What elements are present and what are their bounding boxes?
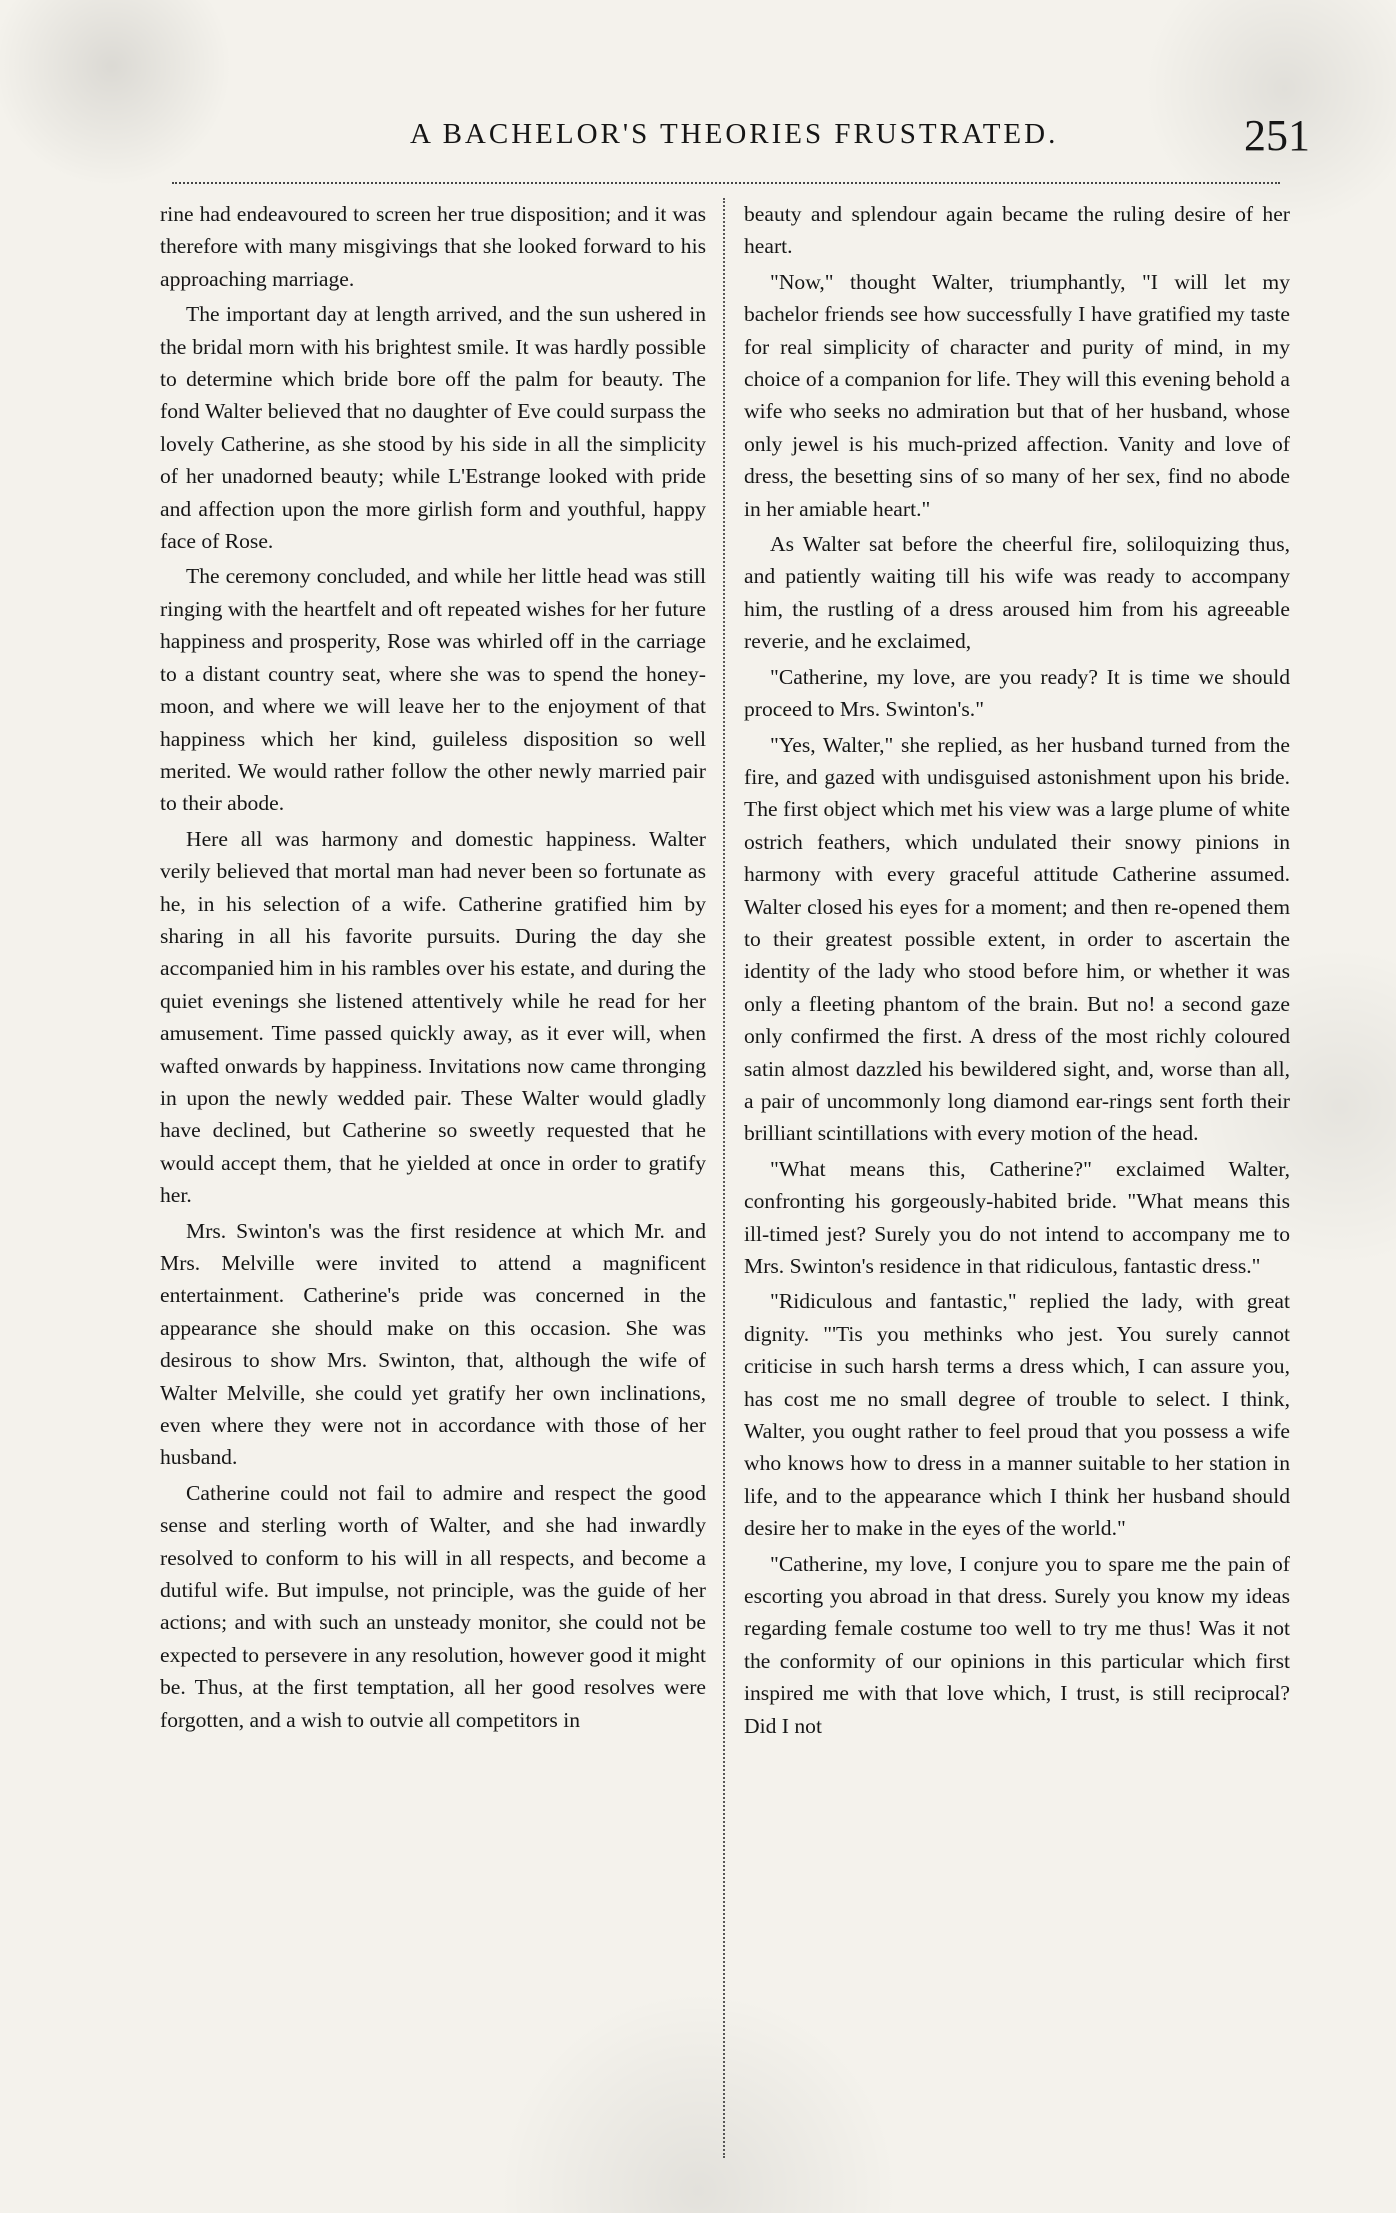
paragraph: "Catherine, my love, I conjure you to spare me the pain of escorting you abroad in that dress. Surely you know my ideas regarding female costume too well to try me thus! Was it not the conformity of our opinions in this particular which first inspired me with that love which, I trust, is still reciprocal? Did I not	[744, 1551, 1290, 1738]
left-column	[160, 198, 706, 1739]
paragraph: rine had endeavoured to screen her true disposition; and it was therefore with many misgivings that she looked forward to his approaching marriage.	[160, 202, 706, 291]
page-number: 251	[1244, 111, 1310, 160]
text-columns	[160, 198, 1296, 2158]
paragraph: Catherine could not fail to admire and respect the good sense and sterling worth of Walter, and she had inwardly resolved to conform to his will in all respects, and become a dutiful wife. But impulse, not principle, was the guide of her actions; and with such an unsteady monitor, she could not be expected to persevere in any resolution, however good it might be. Thus, at the first temptation, all her good resolves were forgotten, and a wish to outvie all competitors in	[160, 1480, 706, 1732]
paragraph: "Ridiculous and fantastic," replied the lady, with great dignity. "'Tis you methinks who jest. You surely cannot criticise in such harsh terms a dress which, I can assure you, has cost me no small degree of trouble to select. I think, Walter, you ought rather to feel proud that you possess a wife who knows how to dress in a manner suitable to her station in life, and to the appearance which I think her husband should desire her to make in the eyes of the world."	[744, 1289, 1290, 1541]
running-title: A BACHELOR'S THEORIES FRUSTRATED.	[410, 118, 1059, 150]
paragraph: Mrs. Swinton's was the first residence at which Mr. and Mrs. Melville were invited to attend a magnificent entertainment. Catherine's pride was concerned in the appearance she should make on this occasion. She was desirous to show Mrs. Swinton, that, although the wife of Walter Melville, she could yet gratify her own inclinations, even where they were not in accordance with those of her husband.	[160, 1218, 706, 1470]
paragraph: "Now," thought Walter, triumphantly, "I will let my bachelor friends see how successfully I have gratified my taste for real simplicity of character and purity of mind, in my choice of a companion for life. They will this evening behold a wife who seeks no admiration but that of her husband, whose only jewel is his much-prized affection. Vanity and love of dress, the besetting sins of so many of her sex, find no abode in her amiable heart."	[744, 269, 1290, 521]
paragraph: "What means this, Catherine?" exclaimed Walter, confronting his gorgeously-habited bride. "What means this ill-timed jest? Surely you do not intend to accompany me to Mrs. Swinton's residence in that ridiculous, fantastic dress."	[744, 1156, 1290, 1278]
paragraph: beauty and splendour again became the ruling desire of her heart.	[744, 202, 1290, 259]
running-head	[170, 111, 1310, 164]
paragraph: The ceremony concluded, and while her little head was still ringing with the heartfelt and oft repeated wishes for her future happiness and prosperity, Rose was whirled off in the carriage to a distant country seat, where she was to spend the honey-moon, and where we will leave her to the enjoyment of that happiness which her kind, guileless disposition so well merited. We would rather follow the other newly married pair to their abode.	[160, 564, 706, 816]
paragraph: The important day at length arrived, and the sun ushered in the bridal morn with his brightest smile. It was hardly possible to determine which bride bore off the palm for beauty. The fond Walter believed that no daughter of Eve could surpass the lovely Catherine, as she stood by his side in all the simplicity of her unadorned beauty; while L'Estrange looked with pride and affection upon the more girlish form and youthful, happy face of Rose.	[160, 302, 706, 554]
paragraph: "Catherine, my love, are you ready? It is time we should proceed to Mrs. Swinton's."	[744, 664, 1290, 722]
header-rule	[172, 182, 1280, 184]
paragraph: As Walter sat before the cheerful fire, soliloquizing thus, and patiently waiting till his wife was ready to accompany him, the rustling of a dress aroused him from his agreeable reverie, and he exclaimed,	[744, 532, 1290, 654]
paragraph: Here all was harmony and domestic happiness. Walter verily believed that mortal man had never been so fortunate as he, in his selection of a wife. Catherine gratified him by sharing in all his favorite pursuits. During the day she accompanied him in his rambles over his estate, and during the quiet evenings she listened attentively while he read for her amusement. Time passed quickly away, as it ever will, when wafted onwards by happiness. Invitations now came thronging in upon the newly wedded pair. These Walter would gladly have declined, but Catherine so sweetly requested that he would accept them, that he yielded at once in order to gratify her.	[160, 826, 706, 1208]
right-column	[744, 198, 1290, 1745]
paragraph: "Yes, Walter," she replied, as her husband turned from the fire, and gazed with undisguised astonishment upon his bride. The first object which met his view was a large plume of white ostrich feathers, which undulated their snowy pinions in harmony with every graceful attitude Catherine assumed. Walter closed his eyes for a moment; and then re-opened them to their greatest possible extent, in order to ascertain the identity of the lady who stood before him, or whether it was only a fleeting phantom of the brain. But no! a second gaze only confirmed the first. A dress of the most richly coloured satin almost dazzled his bewildered sight, and, worse than all, a pair of uncommonly long diamond ear-rings sent forth their brilliant scintillations with every motion of the head.	[744, 732, 1290, 1146]
column-divider	[723, 198, 725, 2158]
